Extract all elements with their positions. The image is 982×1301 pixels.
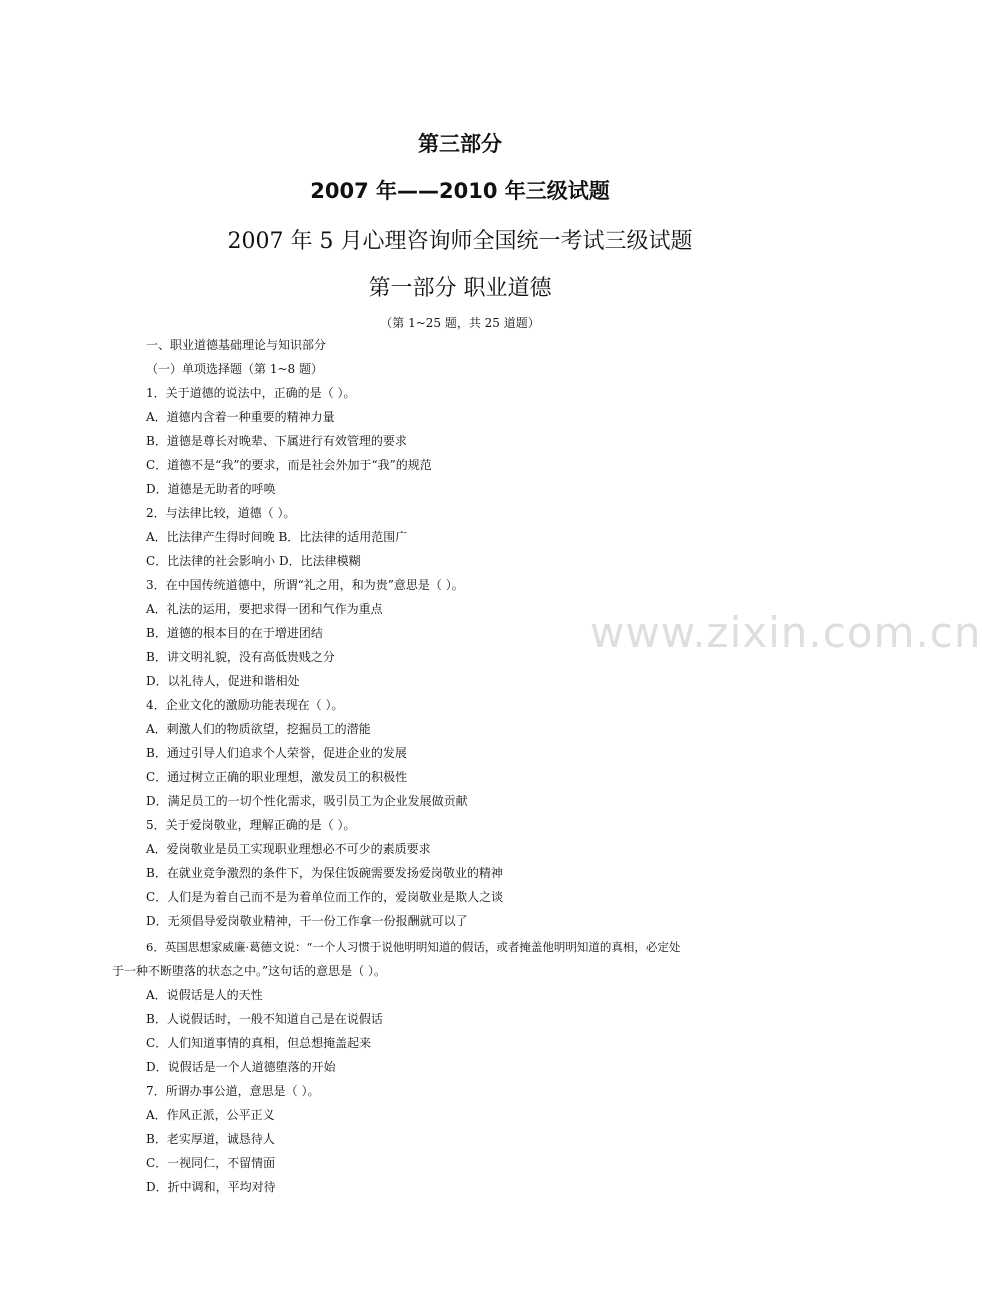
q4-option-d: D．满足员工的一切个性化需求，吸引员工为企业发展做贡献 <box>146 794 468 808</box>
q7-option-c: C．一视同仁，不留情面 <box>146 1156 276 1170</box>
question-group-heading: （一）单项选择题（第 1~8 题） <box>146 362 323 376</box>
question-2: 2．与法律比较，道德（ ）。 <box>146 506 296 520</box>
q1-option-c: C．道德不是“我”的要求，而是社会外加于“我”的规范 <box>146 458 432 472</box>
q1-option-d: D．道德是无助者的呼唤 <box>146 482 276 496</box>
section-title: 第一部分 职业道德 <box>368 276 552 301</box>
question-6: 6．英国思想家威廉·葛德文说：“一个人习惯于说他明明知道的假话，或者掩盖他明明知道的真相，必定处 <box>146 940 681 954</box>
q7-option-a: A．作风正派，公平正义 <box>146 1108 275 1122</box>
q2-options-ab: A．比法律产生得时间晚 B．比法律的适用范围广 <box>146 530 408 544</box>
part-heading: 第三部分 <box>418 132 502 156</box>
question-5: 5．关于爱岗敬业，理解正确的是（ ）。 <box>146 818 356 832</box>
q4-option-a: A．刺激人们的物质欲望，挖掘员工的潜能 <box>146 722 371 736</box>
q3-option-c: B．讲文明礼貌，没有高低贵贱之分 <box>146 650 335 664</box>
question-3: 3．在中国传统道德中，所谓“礼之用，和为贵”意思是（ ）。 <box>146 578 464 592</box>
years-heading: 2007 年——2010 年三级试题 <box>310 179 610 203</box>
question-1: 1．关于道德的说法中，正确的是（ ）。 <box>146 386 356 400</box>
watermark: www.zixin.com.cn <box>590 608 982 657</box>
q6-option-d: D．说假话是一个人道德堕落的开始 <box>146 1060 336 1074</box>
q5-option-d: D．无须倡导爱岗敬业精神，干一份工作拿一份报酬就可以了 <box>146 914 468 928</box>
q5-option-a: A．爱岗敬业是员工实现职业理想必不可少的素质要求 <box>146 842 431 856</box>
question-4: 4．企业文化的激励功能表现在（ ）。 <box>146 698 344 712</box>
q3-option-a: A．礼法的运用，要把求得一团和气作为重点 <box>146 602 383 616</box>
q6-option-a: A．说假话是人的天性 <box>146 988 263 1002</box>
q3-option-d: D．以礼待人，促进和谐相处 <box>146 674 300 688</box>
question-6-continued: 于一种不断堕落的状态之中。”这句话的意思是（ ）。 <box>112 964 386 978</box>
q5-option-c: C．人们是为着自己而不是为着单位而工作的，爱岗敬业是欺人之谈 <box>146 890 504 904</box>
q1-option-b: B．道德是尊长对晚辈、下属进行有效管理的要求 <box>146 434 407 448</box>
q4-option-c: C．通过树立正确的职业理想，激发员工的积极性 <box>146 770 408 784</box>
question-7: 7．所谓办事公道，意思是（ ）。 <box>146 1084 320 1098</box>
q1-option-a: A．道德内含着一种重要的精神力量 <box>146 410 335 424</box>
q6-option-c: C．人们知道事情的真相，但总想掩盖起来 <box>146 1036 372 1050</box>
q2-options-cd: C．比法律的社会影响小 D．比法律模糊 <box>146 554 361 568</box>
q7-option-b: B．老实厚道，诚恳待人 <box>146 1132 275 1146</box>
q7-option-d: D．折中调和，平均对待 <box>146 1180 276 1194</box>
question-range: （第 1~25 题，共 25 道题） <box>380 316 540 330</box>
subsection-heading: 一、职业道德基础理论与知识部分 <box>146 338 327 352</box>
q5-option-b: B．在就业竞争激烈的条件下，为保住饭碗需要发扬爱岗敬业的精神 <box>146 866 503 880</box>
q6-option-b: B．人说假话时，一般不知道自己是在说假话 <box>146 1012 383 1026</box>
q4-option-b: B．通过引导人们追求个人荣誉，促进企业的发展 <box>146 746 407 760</box>
exam-title: 2007 年 5 月心理咨询师全国统一考试三级试题 <box>227 229 693 254</box>
q3-option-b: B．道德的根本目的在于增进团结 <box>146 626 323 640</box>
